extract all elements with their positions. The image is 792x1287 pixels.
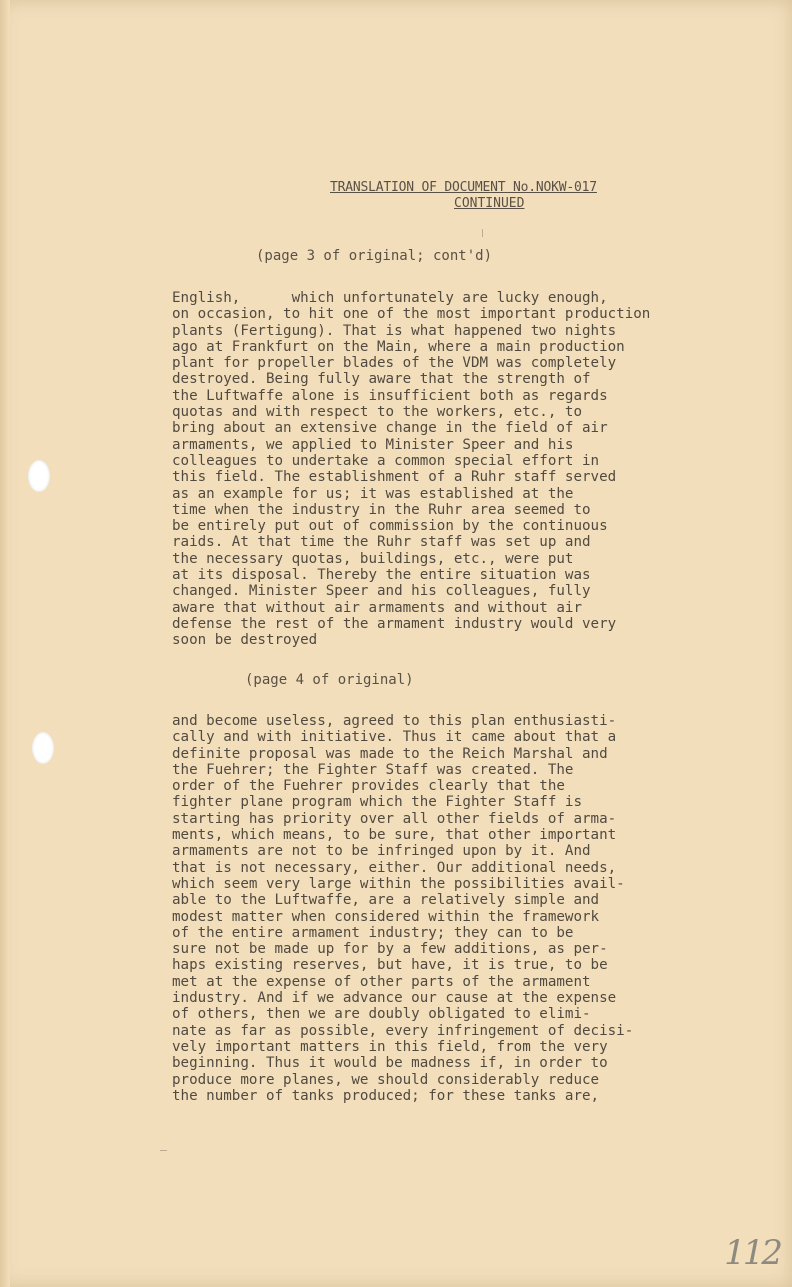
handwritten-page-number: 112 xyxy=(724,1233,780,1273)
text-line: quotas and with respect to the workers, etc., to xyxy=(172,404,582,421)
text-line: plants (Fertigung). That is what happened two nights xyxy=(172,322,617,339)
text-line: vely important matters in this field, from the very xyxy=(172,1038,608,1055)
text-line: fighter plane program which the Fighter Staff is xyxy=(172,794,582,811)
text-line: cally and with initiative. Thus it came about that a xyxy=(172,729,617,746)
text-line: nate as far as possible, every infringement of decisi- xyxy=(172,1022,634,1039)
text-line: at its disposal. Thereby the entire situation was xyxy=(172,567,591,584)
text-line: armaments, we applied to Minister Speer and his xyxy=(172,436,574,453)
text-line: bring about an extensive change in the field of air xyxy=(172,420,608,437)
text-line: aware that without air armaments and without air xyxy=(172,599,582,616)
text-line: soon be destroyed xyxy=(172,632,318,649)
text-line: that is not necessary, either. Our additional needs, xyxy=(172,859,617,876)
text-line: changed. Minister Speer and his colleagues, fully xyxy=(172,583,591,600)
document-title: TRANSLATION OF DOCUMENT No.NOKW-017 xyxy=(330,180,597,195)
text-line: starting has priority over all other fields of arma- xyxy=(172,810,617,827)
text-line: the Fuehrer; the Fighter Staff was created. The xyxy=(172,761,574,778)
text-line: on occasion, to hit one of the most important production xyxy=(172,306,651,323)
text-line: plant for propeller blades of the VDM was completely xyxy=(172,355,617,372)
ink-mark xyxy=(482,229,483,237)
text-line: destroyed. Being fully aware that the strength of xyxy=(172,371,591,388)
text-line: able to the Luftwaffe, are a relatively simple and xyxy=(172,892,600,909)
text-line: time when the industry in the Ruhr area seemed to xyxy=(172,501,591,518)
body-section-second xyxy=(172,713,752,1104)
text-line: colleagues to undertake a common special effort in xyxy=(172,452,600,469)
text-line: definite proposal was made to the Reich Marshal and xyxy=(172,745,608,762)
punch-hole-top xyxy=(28,460,50,492)
text-line: produce more planes, we should considerably reduce xyxy=(172,1071,600,1088)
ink-mark xyxy=(160,1150,167,1151)
text-line: which seem very large within the possibilities avail- xyxy=(172,875,625,892)
text-line: the Luftwaffe alone is insufficient both as regards xyxy=(172,387,608,404)
text-line: ments, which means, to be sure, that other important xyxy=(172,827,617,844)
text-line: defense the rest of the armament industry would very xyxy=(172,615,617,632)
document-header xyxy=(330,180,730,212)
text-line: raids. At that time the Ruhr staff was set up and xyxy=(172,534,591,551)
text-line: beginning. Thus it would be madness if, in order to xyxy=(172,1055,608,1072)
page-marker-first: (page 3 of original; cont'd) xyxy=(256,248,493,264)
text-line: industry. And if we advance our cause at the expense xyxy=(172,990,617,1007)
text-line: sure not be made up for by a few additions, as per- xyxy=(172,941,608,958)
text-line: of the entire armament industry; they can to be xyxy=(172,924,574,941)
text-line: the necessary quotas, buildings, etc., were put xyxy=(172,550,574,567)
text-line: armaments are not to be infringed upon by it. And xyxy=(172,843,591,860)
text-line: ago at Frankfurt on the Main, where a main production xyxy=(172,338,625,355)
text-line: the number of tanks produced; for these tanks are, xyxy=(172,1087,600,1104)
text-line: be entirely put out of commission by the continuous xyxy=(172,518,608,535)
text-line: English, which unfortunately are lucky enough, xyxy=(172,290,608,306)
text-line: modest matter when considered within the framework xyxy=(172,908,600,925)
text-line: met at the expense of other parts of the armament xyxy=(172,973,591,990)
page-marker-second: (page 4 of original) xyxy=(245,672,414,688)
text-line: of others, then we are doubly obligated to elimi- xyxy=(172,1006,591,1023)
text-line: this field. The establishment of a Ruhr staff served xyxy=(172,469,617,486)
text-line: and become useless, agreed to this plan enthusiasti- xyxy=(172,713,617,729)
text-line: order of the Fuehrer provides clearly that the xyxy=(172,778,565,795)
punch-hole-bottom xyxy=(32,732,54,764)
document-subtitle: CONTINUED xyxy=(454,196,525,211)
body-section-first xyxy=(172,290,752,649)
text-line: as an example for us; it was established at the xyxy=(172,485,574,502)
text-line: haps existing reserves, but have, it is true, to be xyxy=(172,957,608,974)
page-edge xyxy=(0,0,10,1287)
